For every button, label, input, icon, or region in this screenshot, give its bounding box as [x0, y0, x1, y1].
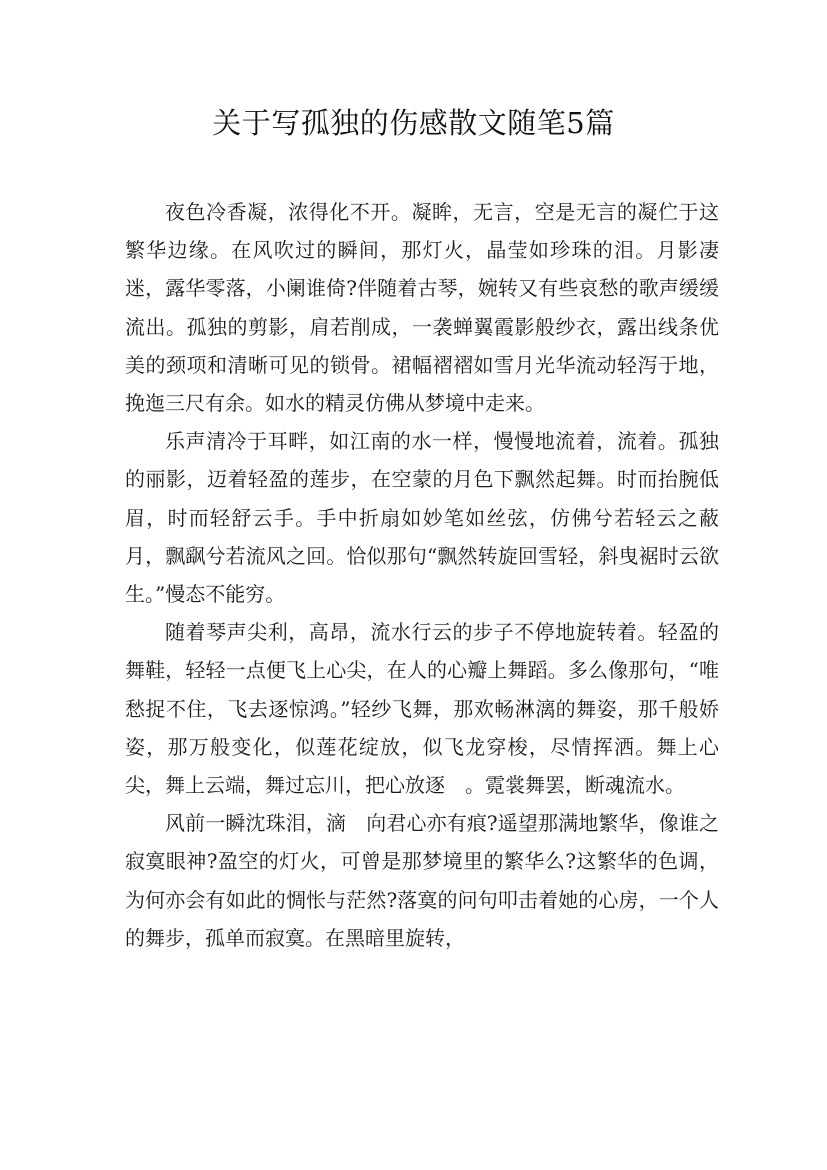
paragraph: 夜色冷香凝，浓得化不开。凝眸，无言，空是无言的凝伫于这繁华边缘。在风吹过的瞬间，那灯火，晶莹如珍珠的泪。月影凄迷，露华零落，小阑谁倚?伴随着古琴，婉转又有些哀愁的歌声缓缓流出。孤独的剪影，肩若削成，一袭蝉翼霞影般纱衣，露出线条优美的颈项和清晰可见的锁骨。裙幅褶褶如雪月光华流动轻泻于地，挽迤三尺有余。如水的精灵仿佛从梦境中走来。 — [125, 200, 719, 416]
paragraph: 风前一瞬沈珠泪，滴 向君心亦有痕?遥望那满地繁华，像谁之寂寞眼神?盈空的灯火，可曾是那梦境里的繁华么?这繁华的色调，为何亦会有如此的惆怅与茫然?落寞的问句叩击着她的心房，一个人的舞步，孤单而寂寞。在黑暗里旋转， — [125, 811, 719, 950]
document-title: 关于写孤独的伤感散文随笔5篇 — [212, 106, 615, 140]
paragraph: 乐声清冷于耳畔，如江南的水一样，慢慢地流着，流着。孤独的丽影，迈着轻盈的莲步，在空蒙的月色下飘然起舞。时而抬腕低眉，时而轻舒云手。手中折扇如妙笔如丝弦，仿佛兮若轻云之蔽月，飘飖兮若流风之回。恰似那句“飘然转旋回雪轻，斜曳裾时云欲生。”慢态不能穷。 — [125, 429, 719, 607]
document-body — [125, 193, 719, 957]
paragraph: 随着琴声尖利，高昂，流水行云的步子不停地旋转着。轻盈的舞鞋，轻轻一点便飞上心尖，在人的心瓣上舞蹈。多么像那句，“唯愁捉不住，飞去逐惊鸿。”轻纱飞舞，那欢畅淋漓的舞姿，那千般娇姿，那万般变化，似莲花绽放，似飞龙穿梭，尽情挥洒。舞上心尖，舞上云端，舞过忘川，把心放逐 。霓裳舞罢，断魂流水。 — [125, 620, 719, 798]
